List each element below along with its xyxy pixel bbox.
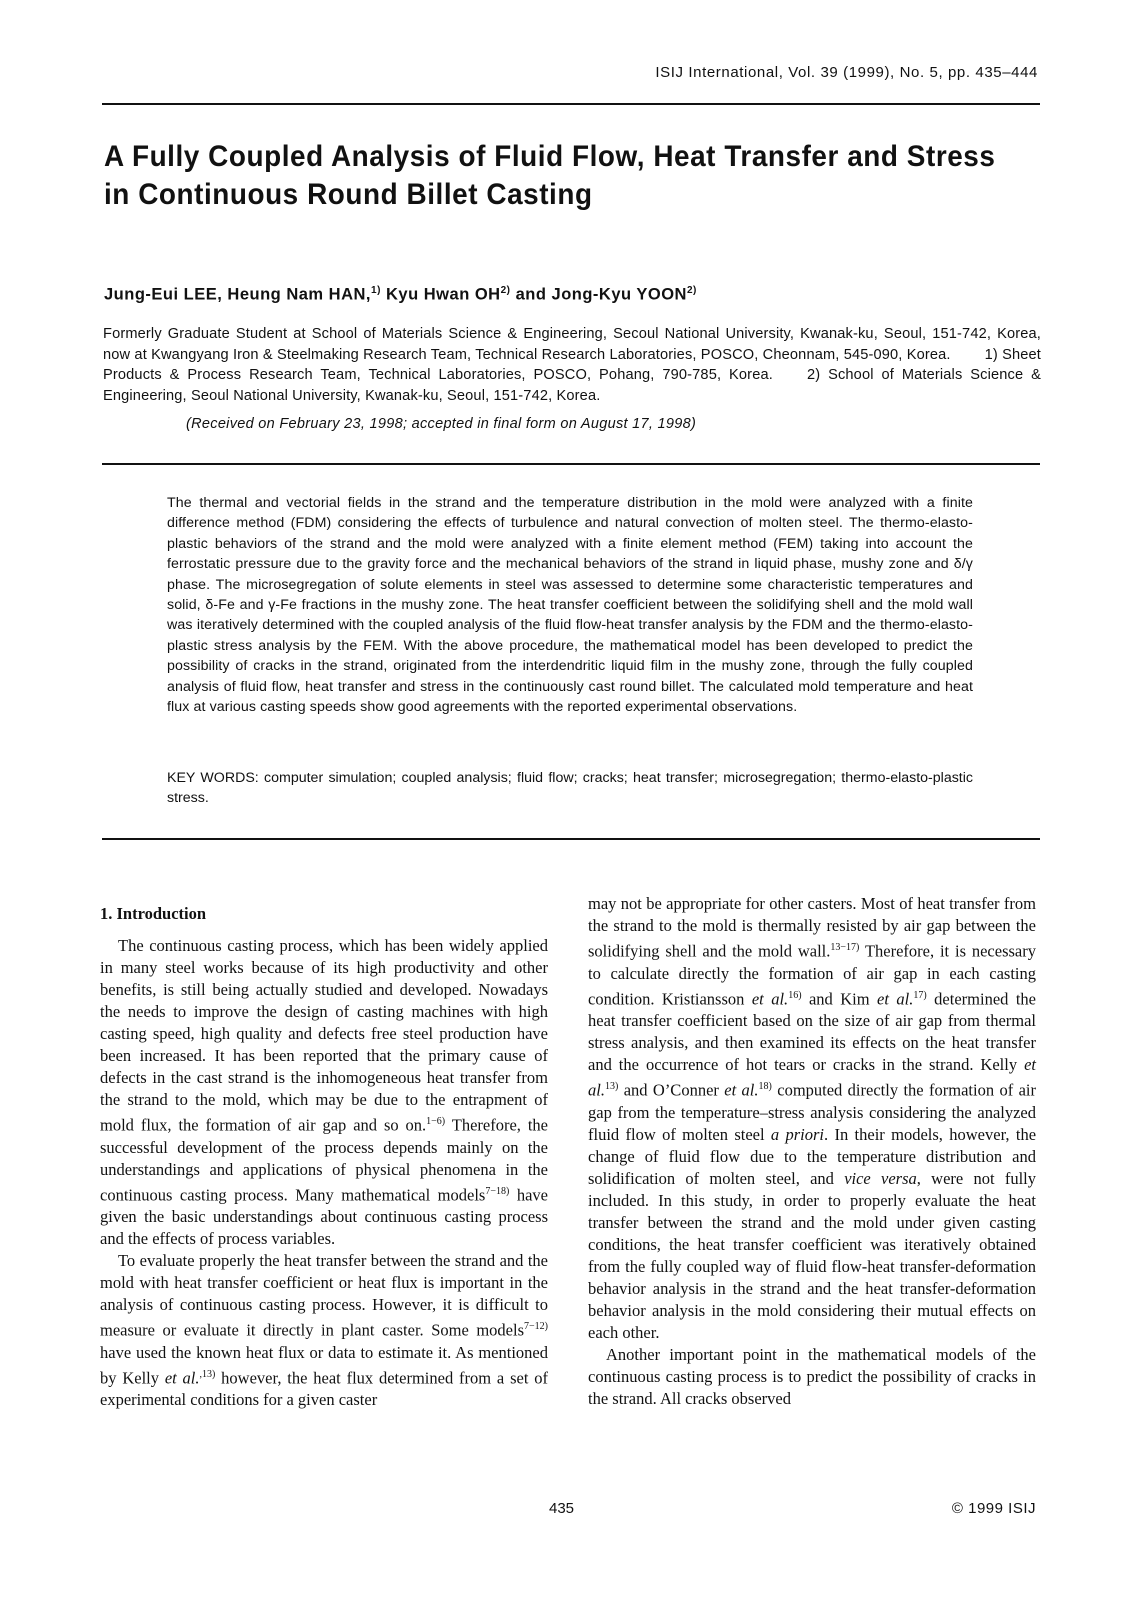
received-dates: (Received on February 23, 1998; accepted in final form on August 17, 1998) [186, 416, 697, 432]
paragraph: To evaluate properly the heat transfer between the strand and the mold with heat transfer coefficient or heat flux is important in the analysis of continuous casting process. However, it is difficult to measure or evaluate it directly in plant caster. Some models$^{7-12)}$ have used the known heat flux or data to estimate it. As mentioned by Kelly et al.$^{,13)}$ however, the heat flux determined from a set of experimental conditions for a given caster [100, 1251, 548, 1409]
page-number: 435 [549, 1500, 575, 1517]
affiliations [103, 324, 1041, 406]
abstract-top-rule [102, 463, 1040, 465]
copyright-notice: © 1999 ISIJ [951, 1500, 1036, 1517]
title-line-2: in Continuous Round Billet Casting [104, 178, 593, 211]
paragraph: The continuous casting process, which has been widely applied in many steel works because of its high productivity and other benefits, is still being actually studied and developed. Nowadays the needs to improve the design of casting machines with high casting speed, high quality and defects free steel production have been increased. It has been reported that the primary cause of defects in the cast strand is the inhomogeneous heat transfer from the strand to the mold, which may be due to the entrapment of mold flux, the formation of air gap and so on.$^{1-6)}$ Therefore, the successful development of the process depends mainly on the understandings and applications of physical phenomena in the continuous casting process. Many mathematical models$^{7-18)}$ have given the basic understandings about continuous casting process and the effects of process variables. [100, 936, 548, 1248]
abstract-bottom-rule [102, 838, 1040, 840]
journal-citation: ISIJ International, Vol. 39 (1999), No. 5, pp. 435–444 [655, 64, 1038, 81]
author-affil-ref: 2) [686, 285, 697, 296]
left-column [100, 897, 548, 1411]
article-title [104, 138, 997, 214]
title-line-1: A Fully Coupled Analysis of Fluid Flow, Heat Transfer and Stress [104, 140, 996, 173]
right-column [588, 893, 1036, 1410]
section-heading: 1. Introduction [100, 904, 207, 923]
author-names-3: and Jong-Kyu YOON [510, 285, 687, 304]
keywords: KEY WORDS: computer simulation; coupled analysis; fluid flow; cracks; heat transfer; microsegregation; thermo-elasto-plastic stress. [167, 770, 973, 807]
affiliation-2: 2) School of Materials Science & Engineering, Seoul National University, Kwanak-ku, Seoul, 151-742, Korea. [103, 367, 1041, 404]
author-names-1: Jung-Eui LEE, Heung Nam HAN, [104, 285, 372, 304]
author-list [104, 285, 697, 305]
affiliation-1: 1) Sheet Products & Process Research Team, Technical Laboratories, POSCO, Pohang, 790-785, Korea. [103, 346, 1041, 383]
paragraph: may not be appropriate for other casters. Most of heat transfer from the strand to the mold is thermally resisted by air gap between the solidifying shell and the mold wall.$^{13-17)}$ Therefore, it is necessary to calculate directly the formation of air gap in each casting condition. Kristiansson et al.$^{16)}$ and Kim et al.$^{17)}$ determined the heat transfer coefficient based on the size of air gap from thermal stress analysis, and then examined its effects on the heat transfer and the occurrence of hot tears or cracks in the strand. Kelly et al.$^{13)}$ and O’Conner et al.$^{18)}$ computed directly the formation of air gap from the temperature–stress analysis considering the analyzed fluid flow of molten steel a priori. In their models, however, the change of fluid flow due to the temperature distribution and solidification of molten steel, and vice versa, were not fully included. In this study, in order to properly evaluate the heat transfer between the strand and the mold under given casting conditions, the heat transfer coefficient was iteratively obtained from the fully coupled way of fluid flow-heat transfer-deformation behavior analysis in the strand and the heat transfer-deformation behavior analysis in the mold considering their mutual effects on each other. [588, 894, 1037, 1342]
author-affil-ref: 1) [371, 285, 381, 296]
author-affil-ref: 2) [500, 285, 511, 296]
affiliation-primary: Formerly Graduate Student at School of Materials Science & Engineering, Secoul National University, Kwanak-ku, Seoul, 151-742, Korea, now at Kwangyang Iron & Steelmaking Research Team, Technical Research Laboratories, POSCO, Cheonnam, 545-090, Korea. [103, 326, 1041, 363]
author-names-2: Kyu Hwan OH [380, 285, 501, 304]
header-rule [102, 103, 1040, 105]
paragraph: Another important point in the mathematical models of the continuous casting process is to predict the possibility of cracks in the strand. All cracks observed [588, 1344, 1036, 1408]
abstract: The thermal and vectorial fields in the strand and the temperature distribution in the mold were analyzed with a finite difference method (FDM) considering the effects of turbulence and natural convection of molten steel. The thermo-elasto-plastic behaviors of the strand and the mold were analyzed with a finite element method (FEM) taking into account the ferrostatic pressure due to the gravity force and the mechanical behaviors of the strand in liquid phase, mushy zone and δ/γ phase. The microsegregation of solute elements in steel was assessed to determine some characteristic temperatures and solid, δ-Fe and γ-Fe fractions in the mushy zone. The heat transfer coefficient between the solidifying shell and the mold wall was iteratively determined with the coupled analysis of the fluid flow-heat transfer analysis by the FDM and the thermo-elasto-plastic stress analysis by the FEM. With the above procedure, the mathematical model has been developed to predict the possibility of cracks in the strand, originated from the interdendritic liquid film in the mushy zone, through the fully coupled analysis of fluid flow, heat transfer and stress in the continuously cast round billet. The calculated mold temperature and heat flux at various casting speeds show good agreements with the reported experimental observations. [167, 495, 973, 716]
